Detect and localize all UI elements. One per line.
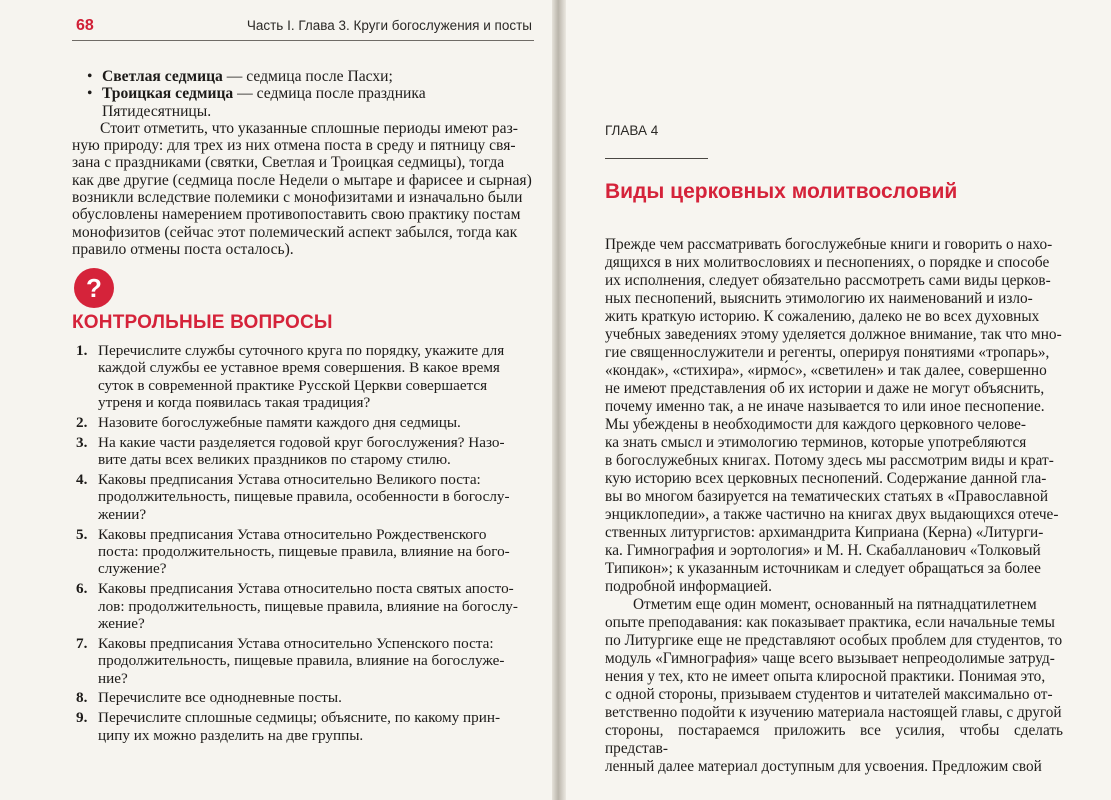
bullet-item: • Троицкая седмица — седмица после праздника Пятидесятницы. [87, 85, 426, 120]
bullet-text: — седмица после праздника Пятидесятницы. [102, 85, 426, 120]
text-line: учебных заведениях этому уделяется должное внимание, так что мно- [605, 326, 1062, 343]
summary-paragraph [72, 120, 534, 258]
text-line: ленный далее материал доступным для усвоения. Предложим свой [605, 758, 1042, 775]
question-text [98, 635, 504, 687]
text-line: утреня и когда появилась такая традиция? [98, 394, 371, 412]
bullet-term: Светлая седмица [102, 68, 223, 85]
text-line: подробной информацией. [605, 578, 772, 595]
left-page [0, 0, 552, 800]
text-line: Перечислите службы суточного круга по порядку, укажите для [98, 342, 505, 359]
text-line: ственных литургистов: архимандрита Киприана (Керна) «Литурги- [605, 524, 1044, 541]
text-line: Отметим еще один момент, основанный на пятнадцатилетнем [633, 596, 1037, 613]
question-item [76, 635, 522, 687]
question-text [98, 414, 461, 431]
text-line: жении? [98, 505, 147, 523]
text-line: модуль «Гимнография» чаще всего вызывает непреодолимые затруд- [605, 650, 1055, 667]
text-line: жение? [98, 615, 145, 633]
intro-paragraph [605, 236, 1063, 596]
text-line: каждой службы ее уставное время совершения. В какое время [98, 359, 500, 377]
running-header [72, 14, 534, 41]
chapter-label: ГЛАВА 4 [605, 123, 659, 138]
left-text-block [72, 68, 534, 258]
question-number: 7. [76, 634, 88, 652]
text-line: жить краткую историю. К сожалению, далеко не во всех духовных [605, 308, 1040, 325]
question-mark-icon: ? [74, 268, 114, 308]
question-number: 4. [76, 471, 88, 489]
question-text [98, 689, 342, 706]
text-line: опыте преподавания: как показывает практика, если начальные темы [605, 614, 1055, 631]
question-item [76, 526, 522, 578]
question-item [76, 471, 522, 523]
text-line: ную природу: для трех из них отмена поста в среду и пятницу свя- [72, 137, 516, 155]
text-line: «кондак», «стихира», «ирмо́с», «светилен» и так далее, совершенно [605, 362, 1047, 379]
text-line: ка знать смысл и этимологию терминов, которые употребляются [605, 434, 1027, 451]
text-line: продолжительность, пищевые правила, особенности в богослу- [98, 488, 510, 506]
text-line: ка. Гимнография и эортология» и М. Н. Скабалланович «Толковый [605, 542, 1041, 559]
text-line: монофизитов (сейчас этот полемический аспект забылся, тогда как [72, 223, 518, 241]
question-item [76, 689, 522, 706]
question-item [76, 342, 522, 412]
text-line: Мы убеждены в необходимости для каждого церковного челове- [605, 416, 1027, 433]
question-item [76, 580, 522, 632]
bullet-term: Троицкая седмица [102, 85, 234, 103]
text-line: в богослужебных книгах. Потому здесь мы рассмотрим виды и крат- [605, 452, 1054, 469]
text-line: правило отмены поста осталось). [72, 240, 294, 258]
question-text [98, 471, 510, 523]
text-line: зана с праздниками (святки, Светлая и Троицкая седмицы), тогда [72, 154, 505, 172]
text-line: поста: продолжительность, пищевые правила, влияние на бого- [98, 543, 510, 561]
text-line: Назовите богослужебные памяти каждого дня седмицы. [98, 414, 461, 432]
text-line: энциклопедии», а также частично на книгах двух выдающихся отече- [605, 506, 1059, 523]
question-item [76, 709, 522, 744]
question-text [98, 526, 510, 578]
question-text [98, 580, 518, 632]
page-number: 68 [76, 17, 94, 34]
question-item [76, 434, 522, 469]
text-line: служение? [98, 560, 167, 578]
text-line: ципу их можно разделить на две группы. [98, 726, 364, 744]
text-line: нения у тех, кто не имеет опыта клиросной практики. Понимая это, [605, 668, 1046, 685]
text-line: Перечислите все однодневные посты. [98, 689, 342, 707]
question-text [98, 342, 504, 411]
text-line: кую историю всех церковных песнопений. Содержание данной гла- [605, 470, 1047, 487]
questions-heading: КОНТРОЛЬНЫЕ ВОПРОСЫ [72, 312, 333, 333]
question-text [98, 709, 500, 743]
text-line: стороны, постараемся приложить все усилия, чтобы сделать представ- [605, 722, 1063, 757]
second-paragraph [605, 596, 1063, 776]
text-line: Типикон»; к указанным источникам и следует обращаться за более [605, 560, 1041, 577]
text-line: по Литургике еще не представляют особых проблем для студентов, то [605, 632, 1063, 649]
question-number: 5. [76, 525, 88, 543]
chapter-title: Виды церковных молитвословий [605, 180, 958, 203]
text-line: Каковы предписания Устава относительно поста святых апосто- [98, 580, 514, 598]
question-number: 8. [76, 689, 88, 707]
bullet-item: • Светлая седмица — седмица после Пасхи; [87, 68, 393, 85]
question-number: 2. [76, 414, 88, 432]
text-line: почему именно так, а не иначе называется то или иное песнопение. [605, 398, 1045, 415]
text-line: ных песнопений, выяснить этимологию их наименований и изло- [605, 290, 1033, 307]
text-line: продолжительность, пищевые правила, влияние на богослуже- [98, 652, 505, 670]
text-line: не имеют представления об их истории и даже не могут объяснить, [605, 380, 1045, 397]
text-line: как две другие (седмица после Недели о мытаре и фарисее и сырная) [72, 171, 532, 189]
question-text [98, 434, 505, 468]
text-line: Каковы предписания Устава относительно Рождественского [98, 525, 487, 543]
text-line: вите даты всех великих праздников по старому стилю. [98, 451, 451, 469]
text-line: вы во многом базируется на тематических статьях в «Православной [605, 488, 1049, 505]
text-line: гие священнослужители и регенты, оперируя понятиями «тропарь», [605, 344, 1050, 361]
text-line: их исполнения, следует обязательно рассмотреть сами виды церков- [605, 272, 1051, 289]
book-gutter [552, 0, 566, 800]
right-text-block [605, 236, 1063, 776]
text-line: Перечислите сплошные седмицы; объясните, по какому прин- [98, 709, 501, 727]
text-line: Каковы предписания Устава относительно Успенского поста: [98, 634, 494, 652]
bullet-text: — седмица после Пасхи; [222, 68, 393, 85]
text-line: ние? [98, 669, 128, 687]
question-number: 3. [76, 433, 88, 451]
text-line: лов: продолжительность, пищевые правила, влияние на богослу- [98, 597, 518, 615]
chapter-divider [605, 158, 708, 159]
text-line: дящихся в них молитвословиях и песнопениях, о порядке и способе [605, 254, 1050, 271]
question-number: 9. [76, 709, 88, 727]
text-line: возникли вследствие полемики с монофизитами и изначально были [72, 189, 523, 207]
question-number: 1. [76, 342, 88, 359]
text-line: суток в современной практике Русской Церкви совершается [98, 376, 488, 394]
running-title: Часть I. Глава 3. Круги богослужения и посты [246, 18, 532, 33]
text-line: ветственно подойти к изучению материала настоящей главы, с другой [605, 704, 1062, 721]
question-item [76, 414, 522, 431]
text-line: обусловлены намерением противопоставить свою практику постам [72, 206, 521, 224]
text-line: Стоит отметить, что указанные сплошные периоды имеют раз- [100, 119, 518, 137]
text-line: Каковы предписания Устава относительно Великого поста: [98, 471, 481, 489]
question-number: 6. [76, 580, 88, 598]
text-line: Прежде чем рассматривать богослужебные книги и говорить о нахо- [605, 236, 1053, 253]
questions-list [76, 342, 522, 746]
text-line: На какие части разделяется годовой круг богослужения? Назо- [98, 433, 505, 451]
text-line: с одной стороны, призываем студентов и читателей максимально от- [605, 686, 1053, 703]
